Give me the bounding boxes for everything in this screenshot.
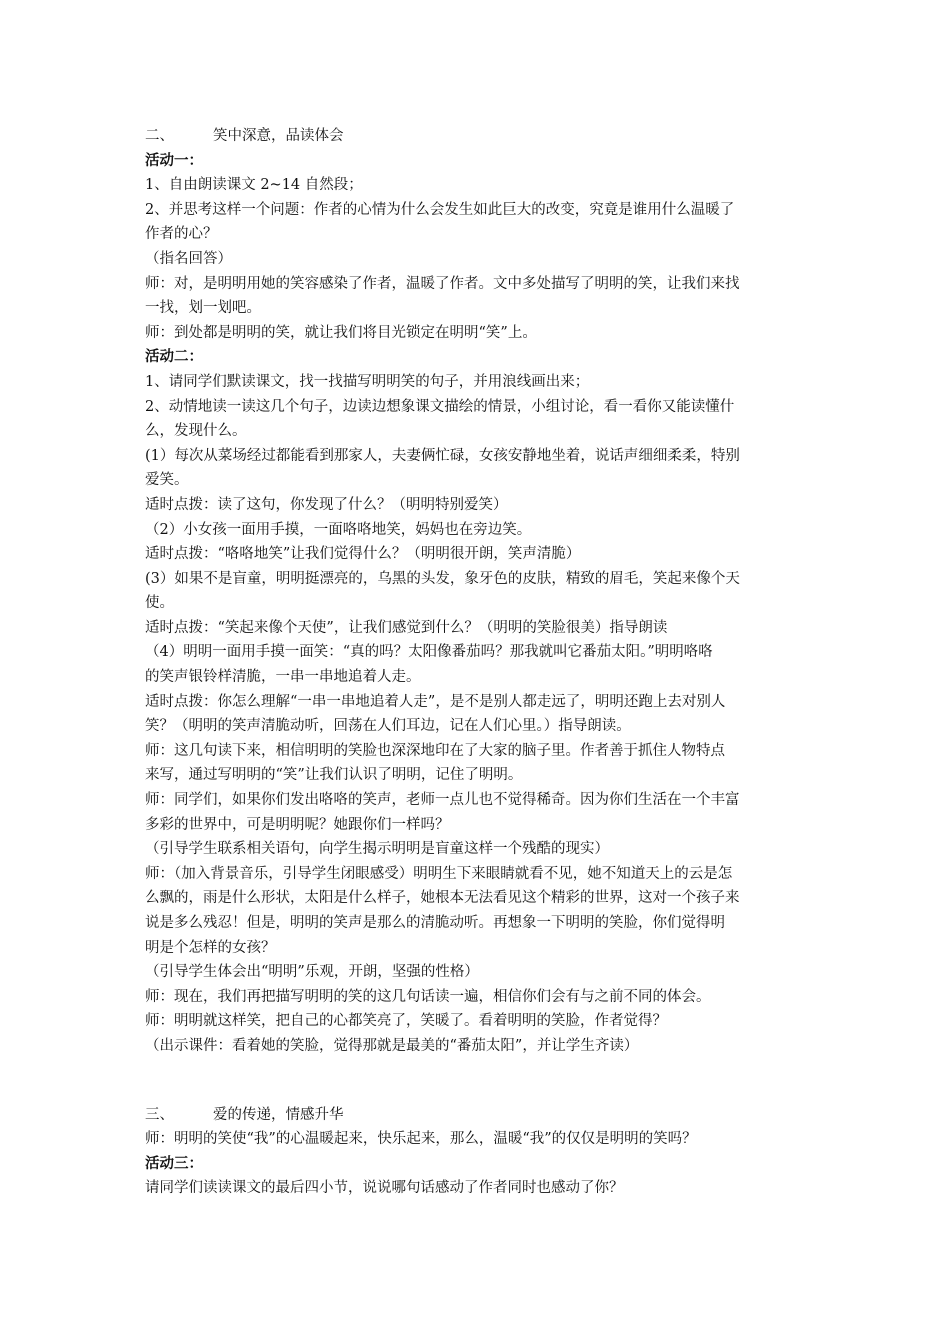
paragraph-line: （指名回答） — [145, 250, 232, 267]
paragraph-line: 2、动情地读一读这几个句子，边读边想象课文描绘的情景，小组讨论，看一看你又能读懂什 — [145, 398, 735, 415]
paragraph-line: 师：明明就这样笑，把自己的心都笑亮了，笑暖了。看着明明的笑脸，作者觉得？ — [145, 1013, 667, 1030]
paragraph-line: (1）每次从菜场经过都能看到那家人，夫妻俩忙碌，女孩安静地坐着，说话声细细柔柔，特别 — [145, 447, 740, 464]
paragraph-line: 师：到处都是明明的笑，就让我们将目光锁定在明明“笑”上。 — [145, 324, 537, 341]
section-3-intro: 师：明明的笑使“我”的心温暖起来，快乐起来，那么，温暖“我”的仅仅是明明的笑吗？ — [145, 1131, 697, 1148]
section-3-title: 爱的传递，情感升华 — [213, 1106, 344, 1123]
paragraph-line: （2）小女孩一面用手摸，一面咯咯地笑，妈妈也在旁边笑。 — [145, 521, 532, 538]
paragraph-line: 使。 — [145, 595, 174, 612]
paragraph-line: （引导学生联系相关语句，向学生揭示明明是盲童这样一个残酷的现实） — [145, 841, 609, 858]
paragraph-line: 1、请同学们默读课文，找一找描写明明笑的句子，并用浪线画出来； — [145, 373, 590, 390]
paragraph-line: 多彩的世界中，可是明明呢？她跟你们一样吗？ — [145, 816, 450, 833]
activity-3-body — [145, 1176, 825, 1201]
paragraph-line: 明是个怎样的女孩？ — [145, 939, 276, 956]
paragraph-line: 么飘的，雨是什么形状，太阳是什么样子，她根本无法看见这个精彩的世界，这对一个孩子来 — [145, 890, 740, 907]
document-content — [145, 124, 825, 1201]
section-3-heading — [145, 1103, 825, 1128]
paragraph-line: 师：对，是明明用她的笑容感染了作者，温暖了作者。文中多处描写了明明的笑，让我们来找 — [145, 275, 740, 292]
paragraph-line: 爱笑。 — [145, 472, 189, 489]
paragraph-line: （4）明明一面用手摸一面笑：“真的吗？太阳像番茄吗？那我就叫它番茄太阳。”明明咯咯 — [145, 644, 713, 661]
paragraph-line: 请同学们读读课文的最后四小节，说说哪句话感动了作者同时也感动了你？ — [145, 1180, 624, 1197]
paragraph-line: 适时点拨：读了这句，你发现了什么？（明明特别爱笑） — [145, 496, 508, 513]
paragraph-line: 的笑声银铃样清脆，一串一串地追着人走。 — [145, 669, 421, 686]
paragraph-line: 笑？（明明的笑声清脆动听，回荡在人们耳边，记在人们心里。）指导朗读。 — [145, 718, 631, 735]
paragraph-line: 师：这几句读下来，相信明明的笑脸也深深地印在了大家的脑子里。作者善于抓住人物特点 — [145, 742, 725, 759]
paragraph-line: 作者的心？ — [145, 226, 218, 243]
paragraph-line: 师：同学们，如果你们发出咯咯的笑声，老师一点儿也不觉得稀奇。因为你们生活在一个丰富 — [145, 792, 740, 809]
activity-2-heading: 活动二： — [145, 348, 203, 366]
paragraph-line: 一找，划一划吧。 — [145, 300, 261, 317]
paragraph-line: 适时点拨：你怎么理解“一串一串地追着人走”，是不是别人都走远了，明明还跑上去对别人 — [145, 693, 726, 710]
paragraph-line: 师：现在，我们再把描写明明的笑的这几句话读一遍，相信你们会有与之前不同的体会。 — [145, 988, 711, 1005]
section-spacer — [145, 1059, 825, 1103]
paragraph-line: 么，发现什么。 — [145, 423, 247, 440]
activity-1-heading: 活动一： — [145, 151, 203, 169]
paragraph-line: 适时点拨：“笑起来像个天使”，让我们感觉到什么？（明明的笑脸很美）指导朗读 — [145, 619, 668, 636]
paragraph-line: (3）如果不是盲童，明明挺漂亮的，乌黑的头发，象牙色的皮肤，精致的眉毛，笑起来像个天 — [145, 570, 740, 587]
paragraph-line: 2、并思考这样一个问题：作者的心情为什么会发生如此巨大的改变，究竟是谁用什么温暖了 — [145, 201, 735, 218]
paragraph-line: 1、自由朗读课文 2~14 自然段； — [145, 177, 363, 194]
paragraph-line: 适时点拨：“咯咯地笑”让我们觉得什么？（明明很开朗，笑声清脆） — [145, 546, 581, 563]
section-2-heading — [145, 124, 825, 149]
activity-3-heading: 活动三： — [145, 1154, 203, 1172]
paragraph-line: （出示课件：看着她的笑脸，觉得那就是最美的“番茄太阳”，并让学生齐读） — [145, 1037, 639, 1054]
activity-1-body — [145, 173, 825, 345]
paragraph-line: 说是多么残忍！但是，明明的笑声是那么的清脆动听。再想象一下明明的笑脸，你们觉得明 — [145, 915, 725, 931]
activity-2-body — [145, 370, 825, 1059]
paragraph-line: 来写，通过写明明的“笑”让我们认识了明明，记住了明明。 — [145, 767, 523, 784]
section-2-number: 二、 — [145, 128, 174, 144]
section-3-number: 三、 — [145, 1106, 174, 1123]
paragraph-line: 师：（加入背景音乐，引导学生闭眼感受）明明生下来眼睛就看不见，她不知道天上的云是怎 — [145, 865, 733, 882]
section-2-title: 笑中深意，品读体会 — [213, 128, 344, 144]
paragraph-line: （引导学生体会出“明明”乐观，开朗，坚强的性格） — [145, 964, 479, 981]
